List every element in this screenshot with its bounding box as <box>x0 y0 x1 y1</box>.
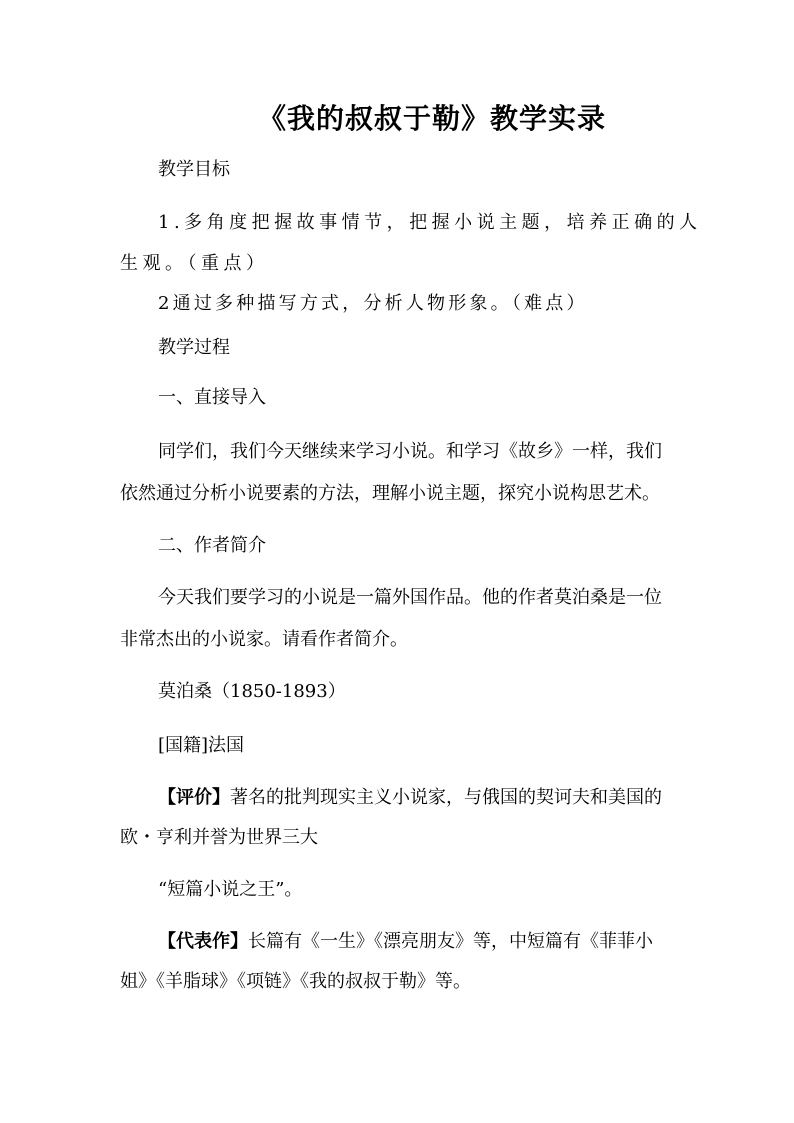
section-2-paragraph-line-1: 今天我们要学习的小说是一篇外国作品。他的作者莫泊桑是一位 <box>158 587 662 608</box>
author-name: 莫泊桑（1850-1893） <box>158 681 346 702</box>
nationality: [国籍]法国 <box>158 735 245 756</box>
document-title: 《我的叔叔于勒》教学实录 <box>257 102 606 135</box>
heading-process: 教学过程 <box>158 337 230 358</box>
works-line-1 <box>158 930 653 954</box>
section-2-paragraph-line-2: 非常杰出的小说家。请看作者简介。 <box>120 629 408 650</box>
works-label: 【代表作】 <box>158 931 248 952</box>
evaluation-line-3: “短篇小说之王”。 <box>158 879 303 900</box>
goal-1-line-1: 1.多角度把握故事情节，把握小说主题，培养正确的人 <box>158 212 702 233</box>
works-text: 长篇有《一生》《漂亮朋友》等，中短篇有《菲菲小 <box>248 931 653 952</box>
section-1-heading: 一、直接导入 <box>158 387 266 408</box>
works-line-2: 姐》《羊脂球》《项链》《我的叔叔于勒》等。 <box>120 971 471 992</box>
section-2-heading: 二、作者简介 <box>158 535 266 556</box>
section-1-paragraph-line-2: 依然通过分析小说要素的方法，理解小说主题，探究小说构思艺术。 <box>120 483 660 504</box>
evaluation-line-1 <box>158 786 662 810</box>
goal-1-line-2: 生观。（重点） <box>120 253 269 274</box>
heading-goals: 教学目标 <box>158 159 230 180</box>
evaluation-line-2: 欧・亨利并誉为世界三大 <box>120 827 318 848</box>
goal-2: 2通过多种描写方式，分析人物形象。（难点） <box>158 293 588 314</box>
evaluation-text: 著名的批判现实主义小说家，与俄国的契诃夫和美国的 <box>230 787 662 808</box>
evaluation-label: 【评价】 <box>158 787 230 808</box>
section-1-paragraph-line-1: 同学们，我们今天继续来学习小说。和学习《故乡》一样，我们 <box>158 441 662 462</box>
